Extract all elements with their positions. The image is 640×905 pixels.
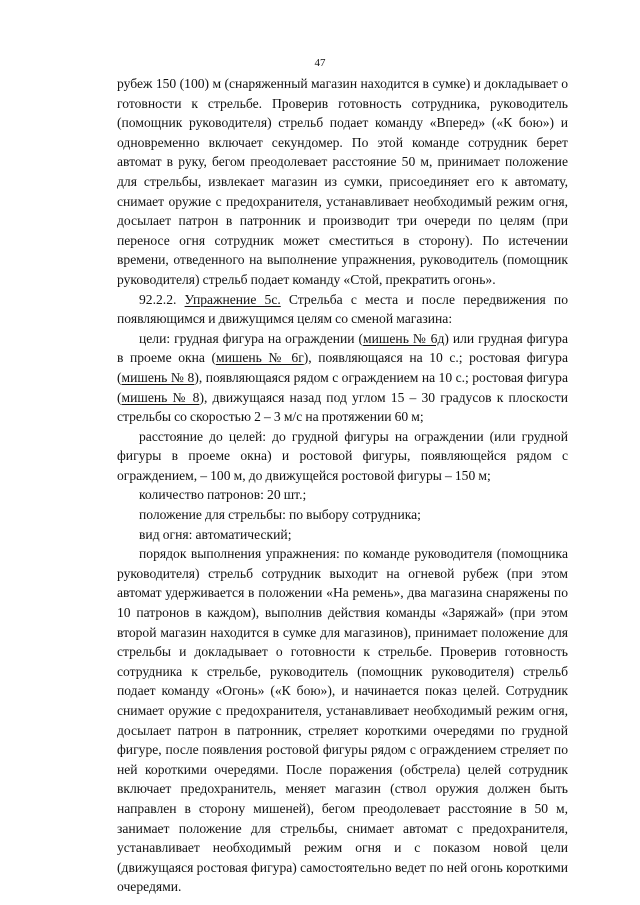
targets-text-d: ), появляющаяся рядом с ограждением на 10 с.; ростовая фигура ( (117, 369, 568, 405)
section-number: 92.2.2. (139, 291, 185, 307)
paragraph-distance: расстояние до целей: до грудной фигуры на ограждении (или грудной фигуры в проеме окна) и ростовой фигуры, появляющейся рядом с ограждением, – 100 м, до движущейся ростовой фигуры – 150 м; (117, 428, 568, 483)
target-ref-8-first: мишень № 8 (121, 369, 195, 385)
paragraph-fire-mode: вид огня: автоматический; (139, 526, 292, 542)
targets-text-e: ), движущаяся назад под углом 15 – 30 градусов к плоскости стрельбы со скоростью 2 – 3 м/с на протяжении 60 м; (117, 389, 568, 425)
exercise-title: Упражнение 5с. (184, 291, 281, 307)
page-number: 47 (314, 57, 326, 69)
targets-text-a: цели: грудная фигура на ограждении ( (139, 330, 364, 346)
targets-text-c: ), появляющаяся на 10 с.; ростовая фигура ( (117, 350, 568, 385)
exercise-description: Стрельба с места и после передвижения по появляющимся и движущимся целям со сменой магазина: (117, 291, 568, 327)
paragraph-rounds: количество патронов: 20 шт.; (139, 487, 307, 503)
paragraph-position: положение для стрельбы: по выбору сотрудника; (139, 507, 421, 523)
target-ref-8-second: мишень № 8 (121, 389, 200, 405)
targets-text-b: ) или грудная фигура в проеме окна ( (117, 330, 568, 366)
paragraph-continuation: рубеж 150 (100) м (снаряженный магазин находится в сумке) и докладывает о готовности к стрельбе. Проверив готовность сотрудника, руководитель (помощник руководителя) стрельб подает команду «Вперед» («К бою») и одновременно включает секундомер. По этой команде сотрудник берет автомат в руку, бегом преодолевает расстояние 50 м, принимает положение для стрельбы, извлекает магазин из сумки, присоединяет его к автомату, снимает оружие с предохранителя, устанавливает необходимый режим огня, досылает патрон в патронник и производит три очереди по целям (при переносе огня сотрудник может сместиться в сторону). По истечении времени, отведенного на выполнение упражнения, руководитель (помощник руководителя) стрельб подает команду «Стой, прекратить огонь». (117, 76, 568, 287)
target-ref-6d: мишень № 6д (363, 330, 445, 346)
paragraph-targets (117, 329, 568, 427)
document-body (117, 74, 568, 897)
paragraph-procedure: порядок выполнения упражнения: по команде руководителя (помощника руководителя) стрельб сотрудник выходит на огневой рубеж (при этом автомат удерживается в положении «На ремень», два магазина снаряжены по 10 патронов в каждом), выполнив действия команды «Заряжай» (при этом второй магазин находится в сумке для магазинов), принимает положение для стрельбы и докладывает о готовности к стрельбе. Проверив готовность сотрудника к стрельбе, руководитель (помощник руководителя) стрельб подает команду «Огонь» («К бою»), и начинается показ целей. Сотрудник снимает оружие с предохранителя, устанавливает необходимый режим огня, досылает патрон в патронник, стреляет короткими очередями по грудной фигуре, после появления ростовой фигуры рядом с ограждением стреляет по ней короткими очередями. После поражения (обстрела) целей сотрудник включает предохранитель, меняет магазин (ствол оружия должен быть направлен в сторону мишеней), бегом преодолевает расстояние в 50 м, занимает положение для стрельбы, снимает автомат с предохранителя, устанавливает необходимый режим огня и с показом новой цели (движущаяся ростовая фигура) самостоятельно ведет по ней огонь короткими очередями. (117, 546, 568, 895)
paragraph-exercise-heading (117, 290, 568, 329)
target-ref-6g: мишень № 6г (216, 350, 304, 366)
